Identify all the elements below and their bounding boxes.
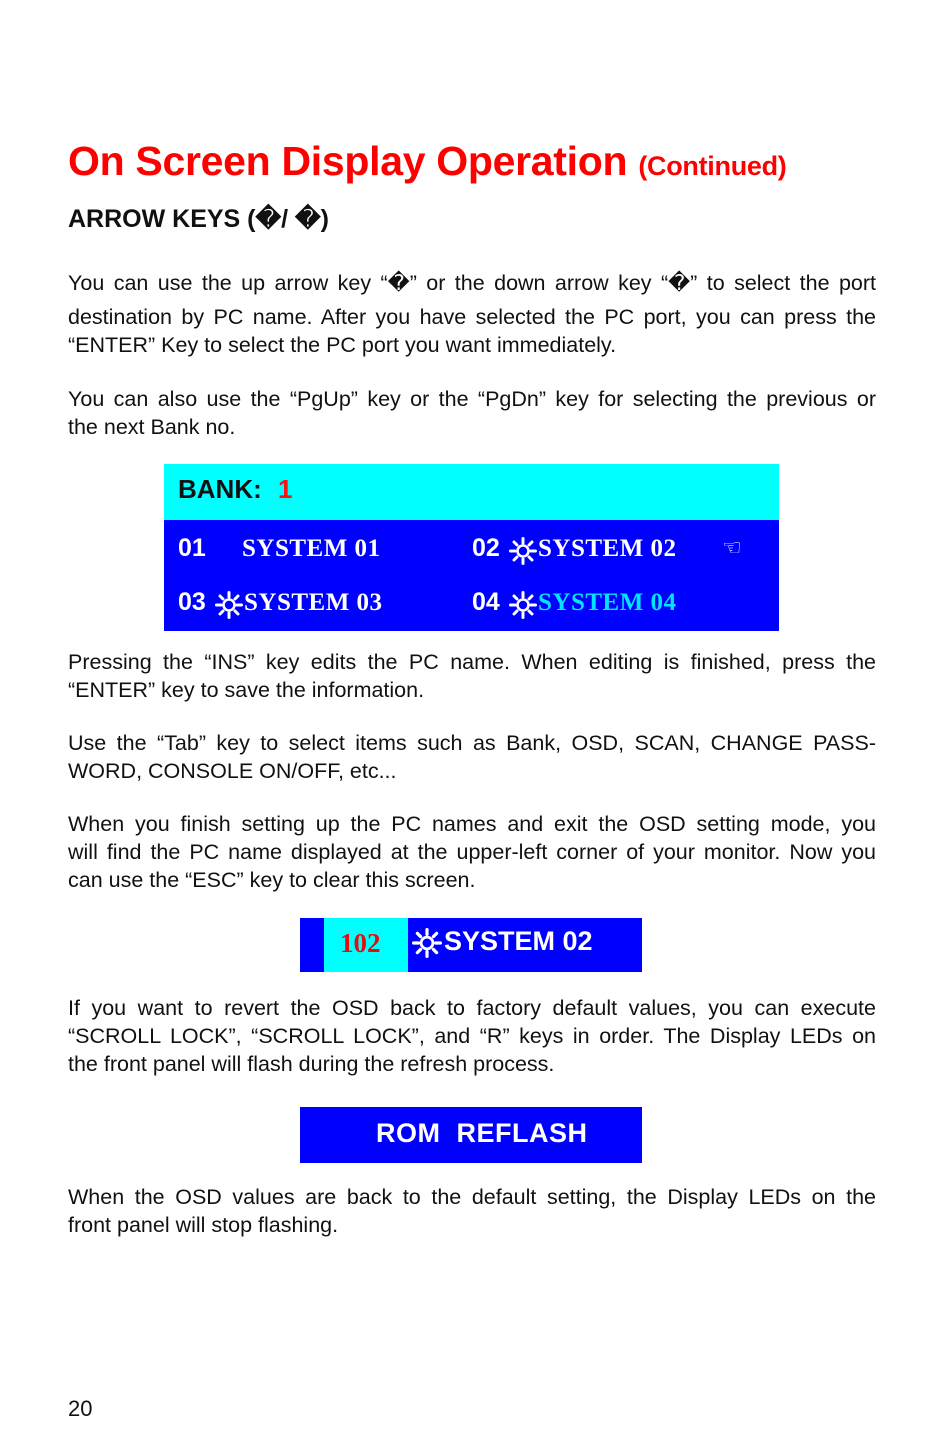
text-line: “ENTER” Key to select the PC port you want immediately. [68,333,617,357]
sun-icon [412,928,442,958]
paragraph-ins-key [68,648,876,704]
text-line: WORD, CONSOLE ON/OFF, etc... [68,759,397,783]
text-line: Use the “Tab” key to select items such as Bank, OSD, SCAN, CHANGE PASS- [68,731,876,755]
osd-port-number: 03 [178,588,206,616]
osd-port-number: 04 [472,588,500,616]
text-line: front panel will stop flashing. [68,1213,339,1237]
paragraph-arrow-keys [68,269,876,359]
osd-bank-panel [164,464,779,631]
osd-port-02[interactable] [472,534,772,568]
paragraph-factory-reset [68,994,876,1078]
osd-bank-label: BANK: [178,474,262,504]
osd-port-number: 01 [178,534,206,562]
text-line: When you finish setting up the PC names and exit the OSD setting mode, you [68,812,876,836]
rom-reflash-bar [300,1107,642,1163]
text-line: You can also use the “PgUp” key or the “PgDn” key for selecting the previous or [68,387,876,411]
text-line: When the OSD values are back to the default setting, the Display LEDs on the [68,1185,876,1209]
text-line: Pressing the “INS” key edits the PC name. When editing is finished, press the [68,650,876,674]
paragraph-tab-key [68,729,876,785]
display-bar-number-box [324,918,408,972]
osd-port-04[interactable] [472,588,772,622]
osd-port-01[interactable] [178,534,458,568]
text-line: the front panel will flash during the refresh process. [68,1052,555,1076]
page-title-main: On Screen Display Operation [68,138,628,184]
text-line: can use the “ESC” key to clear this screen. [68,868,476,892]
section-heading: ARROW KEYS (�/ �) [68,205,329,233]
page-title-continued: (Continued) [638,151,787,181]
osd-bank-header [164,464,779,520]
text-line: “ENTER” key to save the information. [68,678,425,702]
osd-port-name-selected: SYSTEM 04 [538,589,677,616]
text-line: You can use the up arrow key “�” or the down arrow key “�” to select the port [68,271,876,295]
sun-icon [509,591,537,619]
text-line: the next Bank no. [68,415,236,439]
paragraph-leds-stop [68,1183,876,1239]
rom-reflash-text: ROM REFLASH [376,1118,588,1148]
paragraph-esc-key [68,810,876,894]
display-bar-name: SYSTEM 02 [444,926,593,956]
osd-port-list [164,520,779,631]
osd-port-name: SYSTEM 02 [538,535,677,562]
paragraph-pgup-pgdn [68,385,876,441]
text-line: “SCROLL LOCK”, “SCROLL LOCK”, and “R” keys in order. The Display LEDs on [68,1024,876,1048]
osd-port-number: 02 [472,534,500,562]
pc-name-display-bar [300,918,642,972]
pointing-hand-icon: ☜ [722,536,742,561]
osd-port-03[interactable] [178,588,458,622]
display-bar-number: 102 [340,928,381,958]
osd-bank-number: 1 [278,474,293,504]
sun-icon [215,591,243,619]
text-line: will find the PC name displayed at the upper-left corner of your monitor. Now you [68,840,876,864]
sun-icon [509,537,537,565]
text-line: destination by PC name. After you have selected the PC port, you can press the [68,305,876,329]
page-title [68,138,786,185]
osd-port-name: SYSTEM 01 [242,535,381,562]
osd-port-name: SYSTEM 03 [244,589,383,616]
page-number: 20 [68,1396,93,1421]
text-line: If you want to revert the OSD back to factory default values, you can execute [68,996,876,1020]
